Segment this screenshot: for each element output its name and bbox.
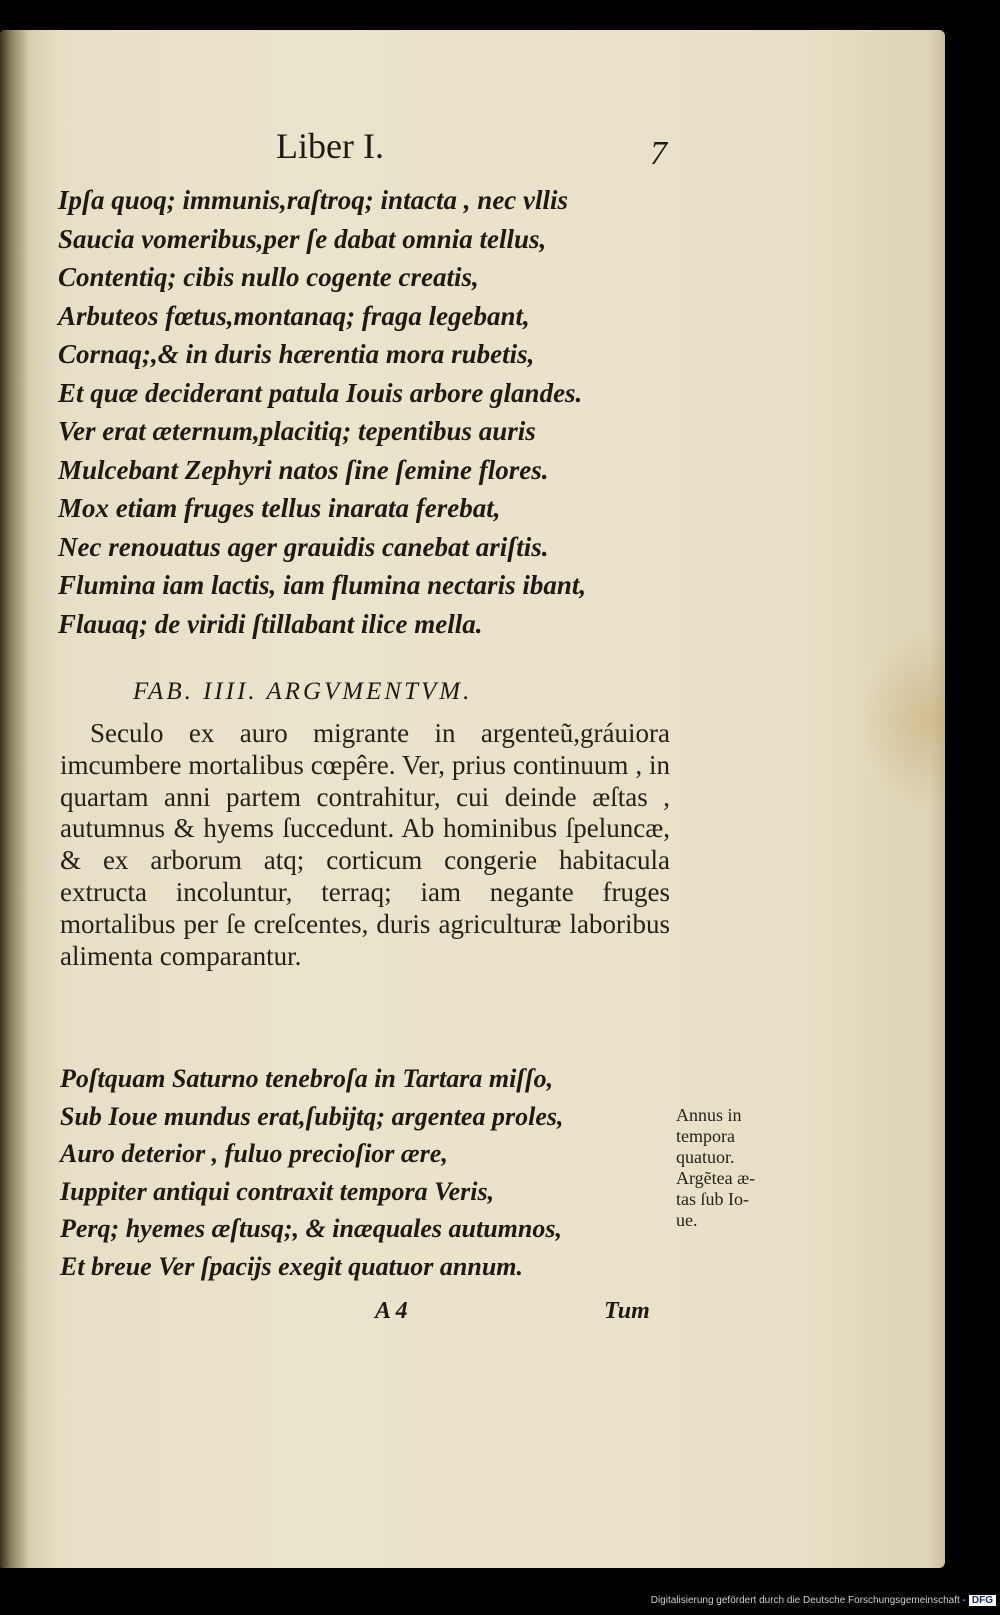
verse-line: Poſtquam Saturno tenebroſa in Tartara miſſo, [60, 1064, 554, 1093]
argument-text: Seculo ex auro migrante in argenteũ,gráuiora imcumbere mortalibus cœpêre. Ver, prius continuum , in quartam anni partem contrahitur, cui deinde æſtas , autumnus & hyems ſuccedunt. Ab hominibus ſpeluncæ, & ex arborum atq; corticum congerie habitacula extructa incoluntur, terraq; iam negante fruges mortalibus per ſe creſcentes, duris agriculturæ laboribus alimenta comparantur. [60, 718, 670, 971]
verse-line: Nec renouatus ager grauidis canebat ariſtis. [58, 531, 549, 562]
marginal-note-line: Annus in [676, 1105, 742, 1125]
footer-credit: Digitalisierung gefördert durch die Deutsche Forschungsgemeinschaft - [650, 1594, 966, 1606]
verse-line: Et breue Ver ſpacijs exegit quatuor annum. [60, 1251, 523, 1281]
verse-line: Flumina iam lactis, iam flumina nectaris ibant, [58, 570, 587, 600]
signature-mark: A 4 [375, 1298, 408, 1324]
verse-line: Auro deterior , fuluo precioſior ære, [60, 1139, 448, 1168]
folio-number: 7 [650, 135, 667, 172]
verse-line: Et quæ deciderant patula Iouis arbore glandes. [58, 377, 583, 408]
marginal-note-line: tas ſub Io- [676, 1189, 749, 1209]
dfg-logo: DFG [969, 1595, 996, 1606]
verse-line: Ipſa quoq; immunis,raſtroq; intacta , nec vllis [58, 185, 569, 215]
catchword: Tum [604, 1298, 650, 1324]
verse-block-top [58, 181, 586, 643]
verse-line: Mulcebant Zephyri natos ſine ſemine flores. [58, 454, 549, 485]
fable-title: FAB. IIII. ARGVMENTVM. [133, 678, 473, 705]
verse-line: Sub Ioue mundus erat,ſubijtq; argentea proles, [60, 1101, 564, 1131]
verse-line: Arbuteos fœtus,montanaq; fraga legebant, [58, 300, 530, 331]
verse-line: Iuppiter antiqui contraxit tempora Veris, [60, 1176, 495, 1206]
verse-line: Flauaq; de viridi ſtillabant ilice mella. [58, 608, 483, 639]
digitization-footer [651, 1591, 996, 1609]
running-header: Liber I. [276, 126, 384, 166]
marginal-note [676, 1105, 816, 1231]
verse-line: Mox etiam fruges tellus inarata ferebat, [58, 493, 501, 523]
verse-line: Cornaq;,& in duris hærentia mora rubetis, [58, 339, 535, 369]
page-stain [855, 630, 945, 810]
verse-line: Contentiq; cibis nullo cogente creatis, [58, 262, 479, 292]
marginal-note-line: Argẽtea æ- [676, 1168, 756, 1188]
book-page [0, 30, 945, 1568]
verse-line: Ver erat æternum,placitiq; tepentibus auris [58, 416, 536, 446]
verse-block-bottom [60, 1060, 563, 1285]
argument-paragraph [60, 718, 670, 972]
marginal-note-line: ue. [676, 1210, 698, 1230]
verse-line: Saucia vomeribus,per ſe dabat omnia tellus, [58, 223, 547, 254]
verse-line: Perq; hyemes æſtusq;, & inæquales autumnos, [60, 1214, 562, 1243]
marginal-note-line: quatuor. [676, 1147, 735, 1167]
marginal-note-line: tempora [676, 1126, 735, 1146]
